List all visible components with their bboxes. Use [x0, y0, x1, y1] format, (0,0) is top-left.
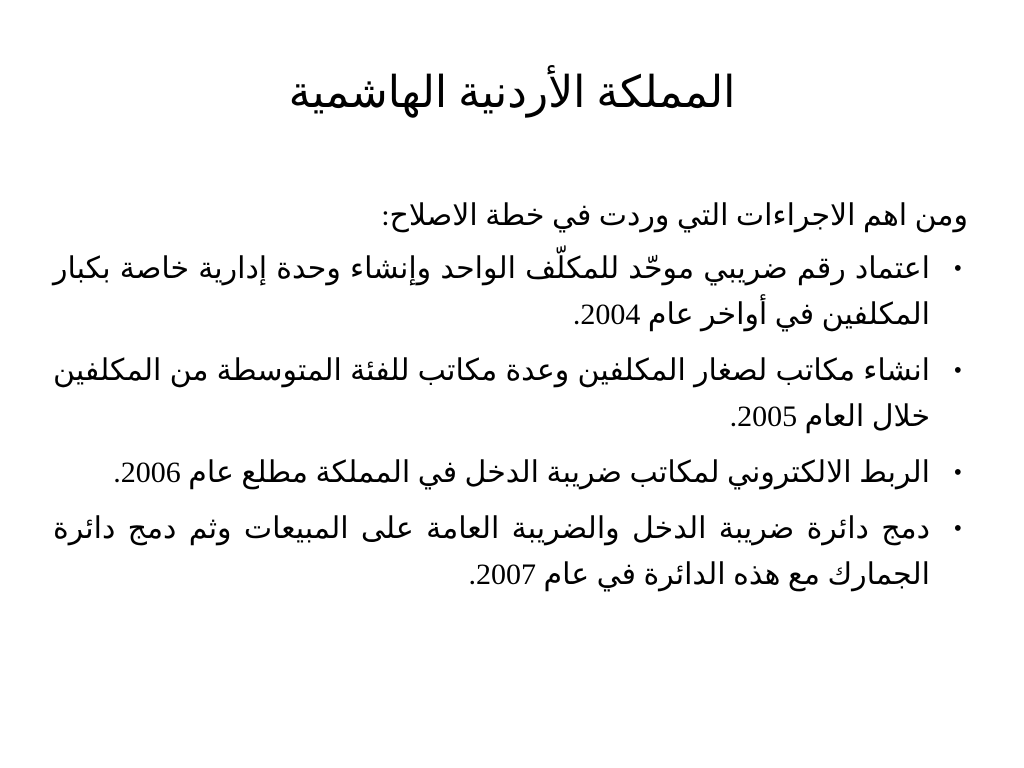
bullet-item: [53, 450, 968, 496]
bullet-text: اعتماد رقم ضريبي موحّد للمكلّف الواحد وإنشاء وحدة إدارية خاصة بكبار المكلفين في أواخر عام 2004.: [53, 252, 930, 331]
bullet-dot-icon: •: [953, 516, 962, 542]
bullet-item: [53, 246, 968, 338]
bullet-dot-icon: •: [953, 460, 962, 486]
slide-content: [53, 196, 968, 608]
slide-title: المملكة الأردنية الهاشمية: [288, 68, 736, 117]
bullet-dot-icon: •: [953, 256, 962, 282]
bullet-item: [53, 348, 968, 440]
intro-text: ومن اهم الاجراءات التي وردت في خطة الاصلاح:: [381, 199, 968, 232]
bullet-list: [53, 246, 968, 598]
bullet-dot-icon: •: [953, 358, 962, 384]
bullet-text: دمج دائرة ضريبة الدخل والضريبة العامة على المبيعات وثم دمج دائرة الجمارك مع هذه الدائرة في عام 2007.: [53, 512, 930, 591]
bullet-text: الربط الالكتروني لمكاتب ضريبة الدخل في المملكة مطلع عام 2006.: [113, 456, 930, 489]
bullet-text: انشاء مكاتب لصغار المكلفين وعدة مكاتب للفئة المتوسطة من المكلفين خلال العام 2005.: [53, 354, 930, 433]
bullet-item: [53, 506, 968, 598]
